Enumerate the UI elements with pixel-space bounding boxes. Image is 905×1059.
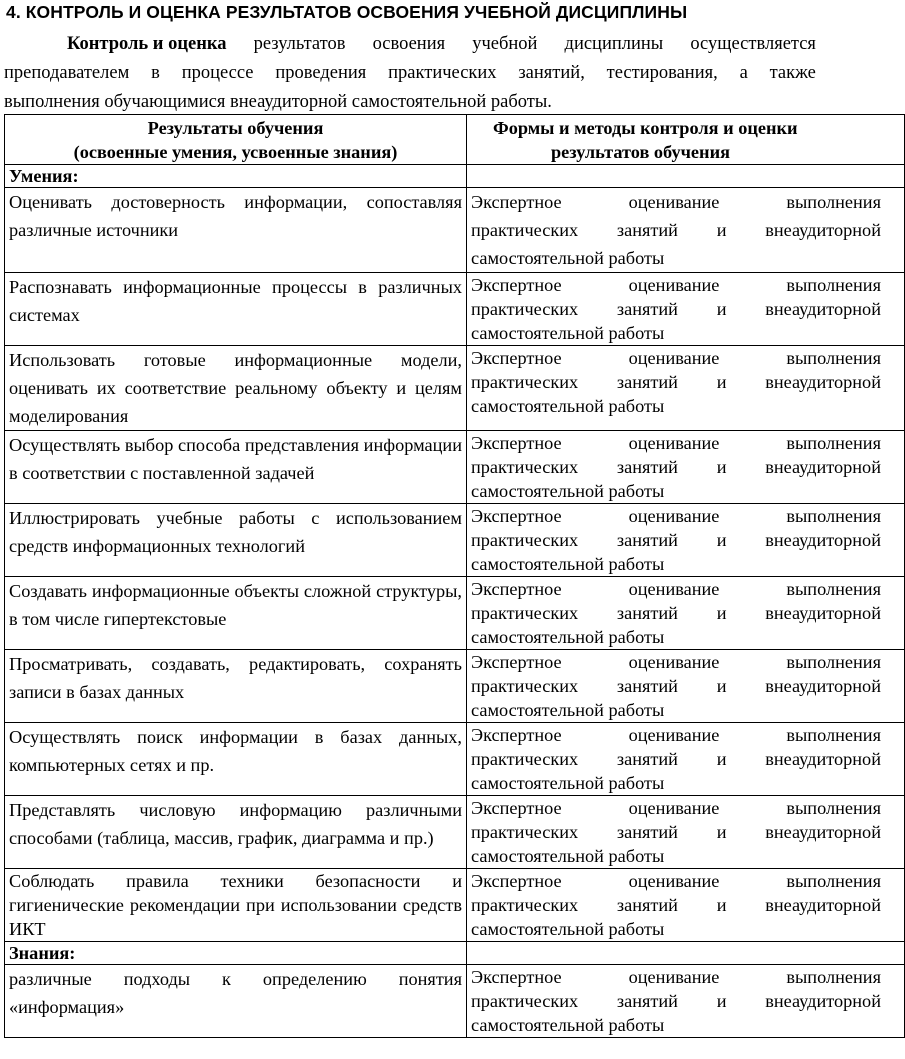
method-line: самостоятельной работы — [471, 396, 665, 416]
method-line: самостоятельной работы — [471, 248, 665, 268]
intro-word: результатов — [253, 34, 346, 54]
section-heading: 4. КОНТРОЛЬ И ОЦЕНКА РЕЗУЛЬТАТОВ ОСВОЕНИЯ УЧЕБНОЙ ДИСЦИПЛИНЫ — [6, 2, 688, 22]
method-word: практических — [471, 676, 579, 696]
intro-word: учебной — [472, 34, 538, 54]
method-word: и — [716, 220, 727, 240]
method-word: выполнения — [786, 967, 881, 987]
table-row — [5, 346, 905, 431]
method-word: и — [716, 749, 727, 769]
method-word: практических — [471, 299, 579, 319]
col-methods-header — [467, 115, 905, 165]
method-word: практических — [471, 530, 579, 550]
method-word: внеаудиторной — [765, 749, 881, 769]
table-row — [5, 965, 905, 1038]
method-word: выполнения — [786, 798, 881, 818]
method-word: занятий — [616, 895, 678, 915]
method-word: занятий — [616, 372, 678, 392]
empty-cell — [467, 165, 905, 188]
method-cell — [467, 273, 905, 346]
intro-word: процессе — [181, 63, 254, 83]
method-word: Экспертное — [471, 275, 562, 295]
method-word: и — [716, 822, 727, 842]
intro-bold-lead: Контроль и оценка — [67, 34, 227, 54]
method-word: и — [716, 895, 727, 915]
intro-word: тестирования, — [606, 63, 718, 83]
method-word: занятий — [616, 530, 678, 550]
method-word: внеаудиторной — [765, 895, 881, 915]
method-cell — [467, 796, 905, 869]
intro-word: а — [739, 63, 748, 83]
table-row — [5, 504, 905, 577]
table-row — [5, 273, 905, 346]
header-line: Результаты обучения — [147, 118, 324, 138]
method-word: Экспертное — [471, 192, 562, 212]
method-word: и — [716, 457, 727, 477]
section-label: Знания: — [5, 942, 467, 965]
section-row — [5, 942, 905, 965]
method-line — [471, 188, 881, 216]
empty-cell — [467, 942, 905, 965]
table-row — [5, 577, 905, 650]
method-line: самостоятельной работы — [471, 554, 665, 574]
method-line — [471, 965, 881, 989]
result-cell: Просматривать, создавать, редактировать, сохранять записи в базах данных — [5, 650, 467, 723]
method-word: занятий — [616, 749, 678, 769]
col-results-header — [5, 115, 467, 165]
method-word: оценивание — [628, 433, 720, 453]
method-word: и — [716, 530, 727, 550]
method-cell — [467, 431, 905, 504]
method-word: Экспертное — [471, 652, 562, 672]
result-cell: Соблюдать правила техники безопасности и гигиенические рекомендации при использовании средств ИКТ — [5, 869, 467, 942]
method-line — [471, 455, 881, 479]
method-word: выполнения — [786, 192, 881, 212]
method-cell — [467, 577, 905, 650]
method-cell — [467, 504, 905, 577]
method-line: самостоятельной работы — [471, 627, 665, 647]
results-control-table — [4, 114, 905, 1038]
result-cell: Иллюстрировать учебные работы с использованием средств информационных технологий — [5, 504, 467, 577]
method-line — [471, 297, 881, 321]
table-row — [5, 650, 905, 723]
method-word: внеаудиторной — [765, 299, 881, 319]
header-line: результатов обучения — [551, 142, 730, 162]
intro-word: занятий, — [518, 63, 585, 83]
method-word: выполнения — [786, 871, 881, 891]
result-cell: Представлять числовую информацию различными способами (таблица, массив, график, диаграмма и пр.) — [5, 796, 467, 869]
method-word: занятий — [616, 822, 678, 842]
method-line — [471, 893, 881, 917]
intro-word: освоения — [372, 34, 446, 54]
method-cell — [467, 188, 905, 273]
method-cell — [467, 650, 905, 723]
method-word: внеаудиторной — [765, 822, 881, 842]
method-cell — [467, 869, 905, 942]
method-word: практических — [471, 603, 579, 623]
method-line: самостоятельной работы — [471, 846, 665, 866]
method-word: Экспертное — [471, 967, 562, 987]
method-line — [471, 431, 881, 455]
method-word: оценивание — [628, 798, 720, 818]
intro-word: также — [769, 63, 816, 83]
result-cell: Оценивать достоверность информации, сопоставляя различные источники — [5, 188, 467, 273]
method-word: выполнения — [786, 275, 881, 295]
method-word: внеаудиторной — [765, 991, 881, 1011]
method-word: оценивание — [628, 348, 720, 368]
method-word: и — [716, 372, 727, 392]
method-word: оценивание — [628, 579, 720, 599]
method-line: самостоятельной работы — [471, 1015, 665, 1035]
method-line — [471, 577, 881, 601]
result-cell: Осуществлять выбор способа представления информации в соответствии с поставленной задачей — [5, 431, 467, 504]
method-word: внеаудиторной — [765, 457, 881, 477]
method-word: выполнения — [786, 652, 881, 672]
method-word: занятий — [616, 676, 678, 696]
method-word: и — [716, 603, 727, 623]
method-word: выполнения — [786, 506, 881, 526]
method-word: внеаудиторной — [765, 530, 881, 550]
header-line: Формы и методы контроля и оценки — [493, 118, 798, 138]
result-cell: Создавать информационные объекты сложной структуры, в том числе гипертекстовые — [5, 577, 467, 650]
method-word: Экспертное — [471, 579, 562, 599]
method-line — [471, 346, 881, 370]
method-line: самостоятельной работы — [471, 773, 665, 793]
intro-word: проведения — [275, 63, 367, 83]
method-line — [471, 747, 881, 771]
method-word: оценивание — [628, 506, 720, 526]
method-line: самостоятельной работы — [471, 481, 665, 501]
method-word: занятий — [616, 299, 678, 319]
method-word: выполнения — [786, 579, 881, 599]
result-cell: Распознавать информационные процессы в различных системах — [5, 273, 467, 346]
method-word: практических — [471, 822, 579, 842]
intro-line-1 — [4, 30, 816, 59]
table-row — [5, 869, 905, 942]
intro-word: практических — [388, 63, 497, 83]
method-word: занятий — [616, 457, 678, 477]
method-cell — [467, 346, 905, 431]
intro-paragraph — [4, 30, 904, 117]
section-row — [5, 165, 905, 188]
method-word: практических — [471, 749, 579, 769]
method-line — [471, 504, 881, 528]
method-word: практических — [471, 895, 579, 915]
method-line — [471, 869, 881, 893]
method-word: оценивание — [628, 725, 720, 745]
method-word: практических — [471, 457, 579, 477]
result-cell: различные подходы к определению понятия «информация» — [5, 965, 467, 1038]
method-word: оценивание — [628, 871, 720, 891]
method-line — [471, 796, 881, 820]
header-line: (освоенные умения, усвоенные знания) — [73, 142, 398, 162]
method-word: оценивание — [628, 967, 720, 987]
method-line — [471, 528, 881, 552]
method-line — [471, 820, 881, 844]
method-line — [471, 723, 881, 747]
method-word: выполнения — [786, 433, 881, 453]
method-word: и — [716, 676, 727, 696]
intro-word: в — [151, 63, 160, 83]
method-cell — [467, 965, 905, 1038]
table-row — [5, 188, 905, 273]
intro-word: преподавателем — [4, 63, 130, 83]
intro-word: осуществляется — [690, 34, 816, 54]
method-word: и — [716, 991, 727, 1011]
method-word: Экспертное — [471, 871, 562, 891]
method-word: Экспертное — [471, 348, 562, 368]
method-line: самостоятельной работы — [471, 919, 665, 939]
method-word: практических — [471, 372, 579, 392]
method-word: внеаудиторной — [765, 220, 881, 240]
section-label: Умения: — [5, 165, 467, 188]
method-word: Экспертное — [471, 725, 562, 745]
method-line — [471, 650, 881, 674]
method-line: самостоятельной работы — [471, 323, 665, 343]
result-cell: Использовать готовые информационные модели, оценивать их соответствие реальному объекту и целям моделирования — [5, 346, 467, 431]
intro-word: дисциплины — [564, 34, 664, 54]
method-word: оценивание — [628, 275, 720, 295]
table-row — [5, 431, 905, 504]
method-word: занятий — [616, 220, 678, 240]
method-word: внеаудиторной — [765, 676, 881, 696]
method-line — [471, 674, 881, 698]
method-word: внеаудиторной — [765, 372, 881, 392]
method-word: и — [716, 299, 727, 319]
intro-line-3: выполнения обучающимися внеаудиторной самостоятельной работы. — [4, 92, 552, 112]
method-line — [471, 216, 881, 244]
intro-line-2 — [4, 59, 816, 88]
method-line — [471, 989, 881, 1013]
method-word: занятий — [616, 603, 678, 623]
method-line: самостоятельной работы — [471, 700, 665, 720]
method-word: Экспертное — [471, 433, 562, 453]
table-row — [5, 796, 905, 869]
method-word: оценивание — [628, 192, 720, 212]
method-word: Экспертное — [471, 506, 562, 526]
method-word: оценивание — [628, 652, 720, 672]
method-line — [471, 370, 881, 394]
method-word: практических — [471, 220, 579, 240]
method-cell — [467, 723, 905, 796]
method-line — [471, 601, 881, 625]
method-line — [471, 273, 881, 297]
method-word: внеаудиторной — [765, 603, 881, 623]
table-row — [5, 723, 905, 796]
method-word: Экспертное — [471, 798, 562, 818]
method-word: практических — [471, 991, 579, 1011]
method-word: выполнения — [786, 348, 881, 368]
method-word: выполнения — [786, 725, 881, 745]
method-word: занятий — [616, 991, 678, 1011]
table-header-row — [5, 115, 905, 165]
result-cell: Осуществлять поиск информации в базах данных, компьютерных сетях и пр. — [5, 723, 467, 796]
